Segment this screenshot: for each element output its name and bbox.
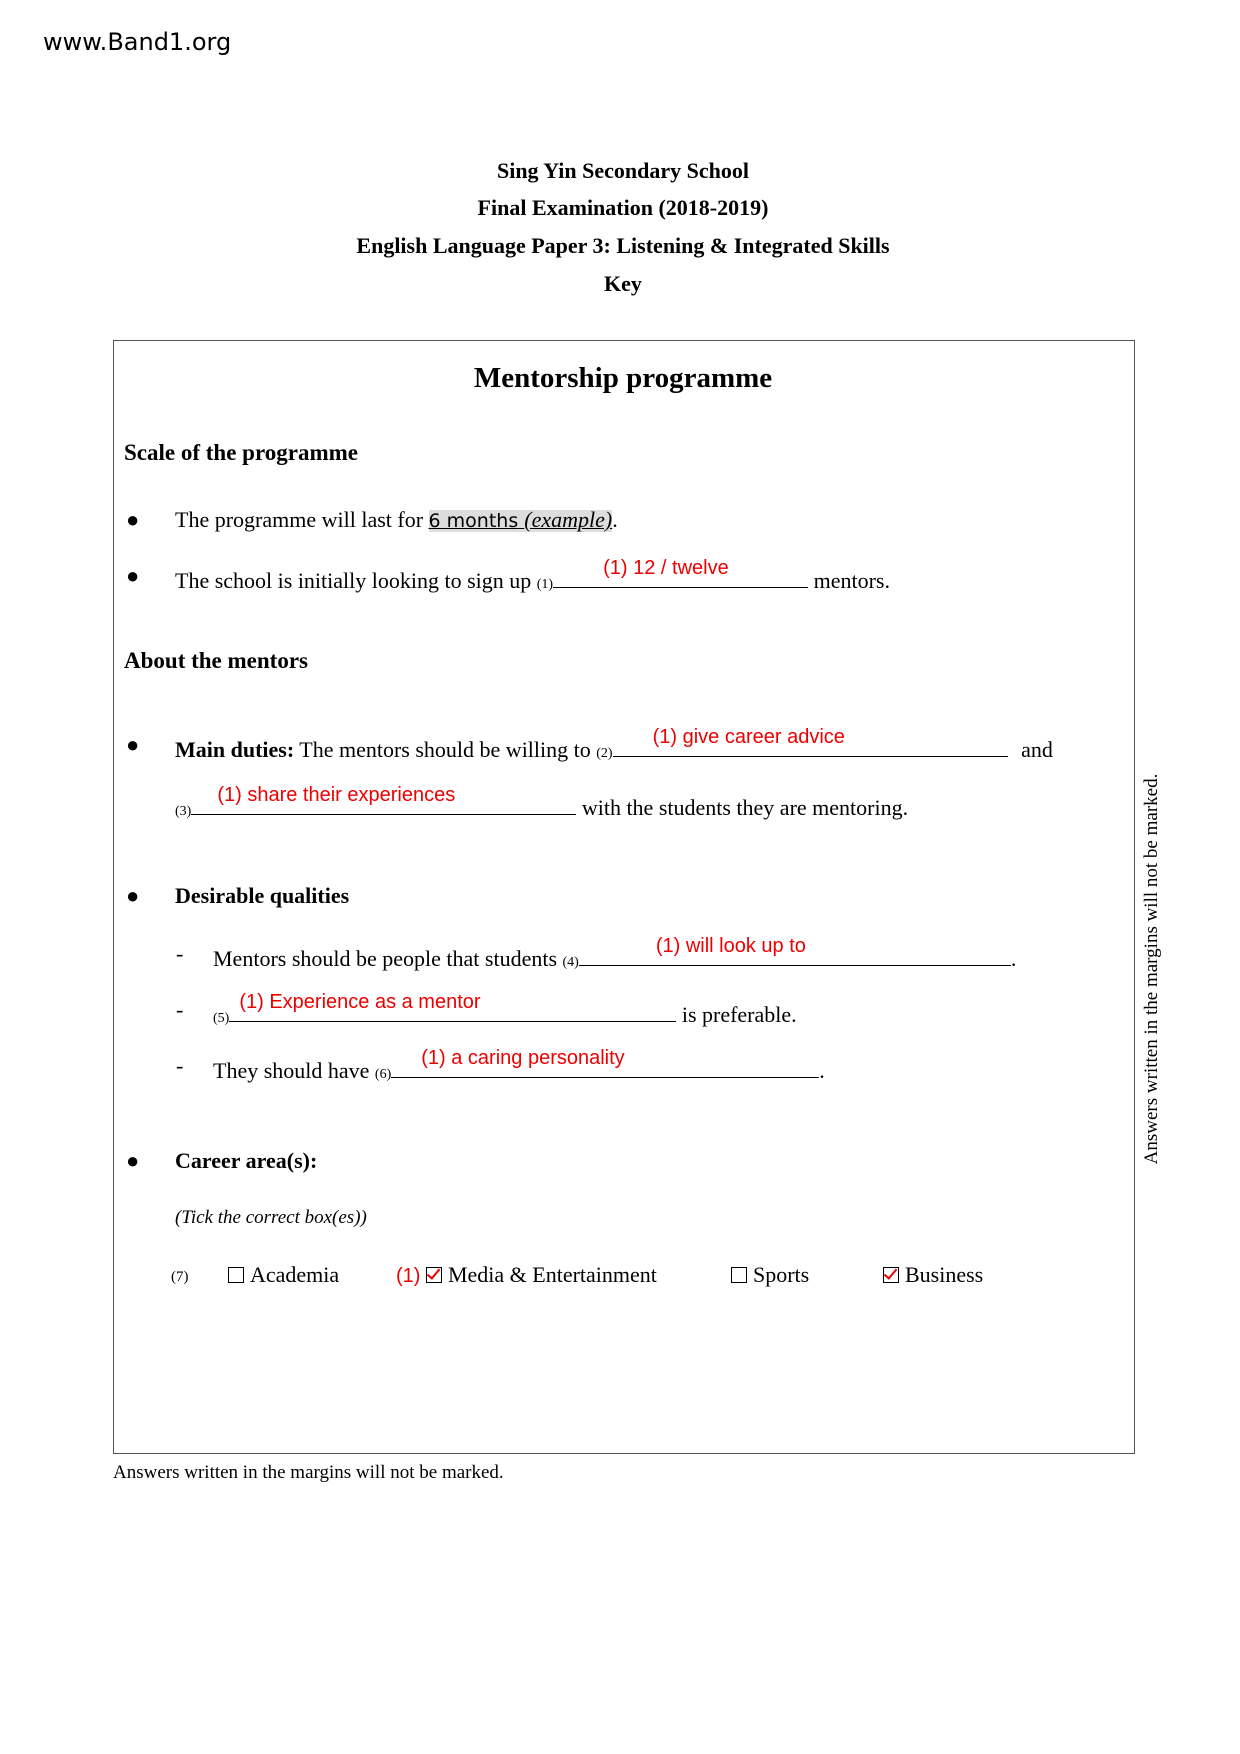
- text: with the students they are mentoring.: [576, 795, 909, 820]
- answer-5: (1) Experience as a mentor: [239, 991, 481, 1013]
- text: Mentors should be people that students: [213, 946, 563, 971]
- checkbox-checked-icon[interactable]: [883, 1267, 899, 1283]
- watermark: www.Band1.org: [43, 28, 232, 56]
- text: mentors.: [808, 568, 890, 593]
- answer-1: (1) 12 / twelve: [603, 557, 729, 579]
- dash: -: [176, 1053, 184, 1078]
- text: and: [1015, 737, 1053, 762]
- scale-heading: Scale of the programme: [124, 440, 358, 465]
- checkbox-checked-icon[interactable]: [426, 1267, 442, 1283]
- label: Main duties:: [175, 737, 295, 762]
- checkbox-icon[interactable]: [228, 1267, 244, 1283]
- answer-blank-2[interactable]: [613, 726, 1008, 757]
- answer-6: (1) a caring personality: [421, 1047, 625, 1069]
- text: They should have: [213, 1058, 375, 1083]
- form-title: Mentorship programme: [473, 362, 773, 394]
- answer-2: (1) give career advice: [652, 726, 845, 748]
- example-tag: (example): [524, 507, 613, 532]
- option-business[interactable]: [883, 1262, 983, 1288]
- q-number: (7): [171, 1269, 189, 1285]
- q-number: (4): [562, 955, 579, 970]
- checkbox-icon[interactable]: [731, 1267, 747, 1283]
- school-name: Sing Yin Secondary School: [496, 158, 750, 183]
- answer-blank-5[interactable]: [229, 991, 676, 1022]
- option-academia[interactable]: [228, 1262, 339, 1288]
- bullet-icon: ●: [126, 563, 140, 588]
- example-answer: [428, 507, 613, 532]
- text: is preferable.: [676, 1002, 797, 1027]
- text: .: [1010, 946, 1017, 971]
- answer-blank-1[interactable]: [553, 557, 808, 588]
- paper-title: English Language Paper 3: Listening & Integrated Skills: [356, 233, 890, 258]
- bullet-icon: ●: [126, 732, 140, 757]
- mark: (1): [396, 1265, 421, 1287]
- text: .: [612, 507, 618, 532]
- answer-4: (1) will look up to: [655, 935, 806, 957]
- option-media[interactable]: [396, 1262, 657, 1288]
- answer-blank-6[interactable]: [391, 1047, 819, 1078]
- q-number: (3): [175, 804, 192, 819]
- line-q1: [175, 557, 890, 594]
- answer-blank-4[interactable]: [579, 935, 1011, 966]
- dash: -: [176, 997, 184, 1022]
- key-label: Key: [604, 271, 642, 296]
- footer-note: Answers written in the margins will not be marked.: [113, 1462, 504, 1483]
- line-q6: [213, 1047, 825, 1084]
- option-label: Sports: [753, 1262, 810, 1287]
- line-q2: [175, 726, 1053, 763]
- answer-blank-3[interactable]: [191, 784, 576, 815]
- tick-instruction: (Tick the correct box(es)): [175, 1207, 367, 1228]
- qualities-label: Desirable qualities: [175, 883, 350, 908]
- mentors-heading: About the mentors: [124, 648, 308, 673]
- q-number: (2): [596, 746, 613, 761]
- dash: -: [176, 941, 184, 966]
- answer-3: (1) share their experiences: [217, 784, 456, 806]
- text: The mentors should be willing to: [294, 737, 597, 762]
- career-label: Career area(s):: [175, 1148, 318, 1173]
- option-label: Business: [905, 1262, 984, 1287]
- text: The school is initially looking to sign up: [175, 568, 537, 593]
- option-label: Academia: [250, 1262, 340, 1287]
- bullet-icon: ●: [126, 507, 140, 532]
- q-number: (1): [536, 577, 554, 592]
- text: .: [819, 1058, 825, 1083]
- bullet-icon: ●: [126, 883, 140, 908]
- example-value: 6 months: [428, 510, 519, 532]
- line-q5: [213, 991, 797, 1028]
- exam-title: Final Examination (2018-2019): [477, 195, 769, 220]
- bullet-icon: ●: [126, 1148, 140, 1173]
- option-label: Media & Entertainment: [447, 1262, 657, 1287]
- line-duration: [175, 507, 618, 533]
- line-q3: [175, 784, 909, 821]
- option-sports[interactable]: [731, 1262, 809, 1288]
- margin-note: Answers written in the margins will not be marked.: [1141, 773, 1162, 1165]
- q-number: (5): [213, 1011, 230, 1026]
- q-number: (6): [374, 1067, 392, 1082]
- line-q4: [213, 935, 1017, 972]
- text: The programme will last for: [175, 507, 429, 532]
